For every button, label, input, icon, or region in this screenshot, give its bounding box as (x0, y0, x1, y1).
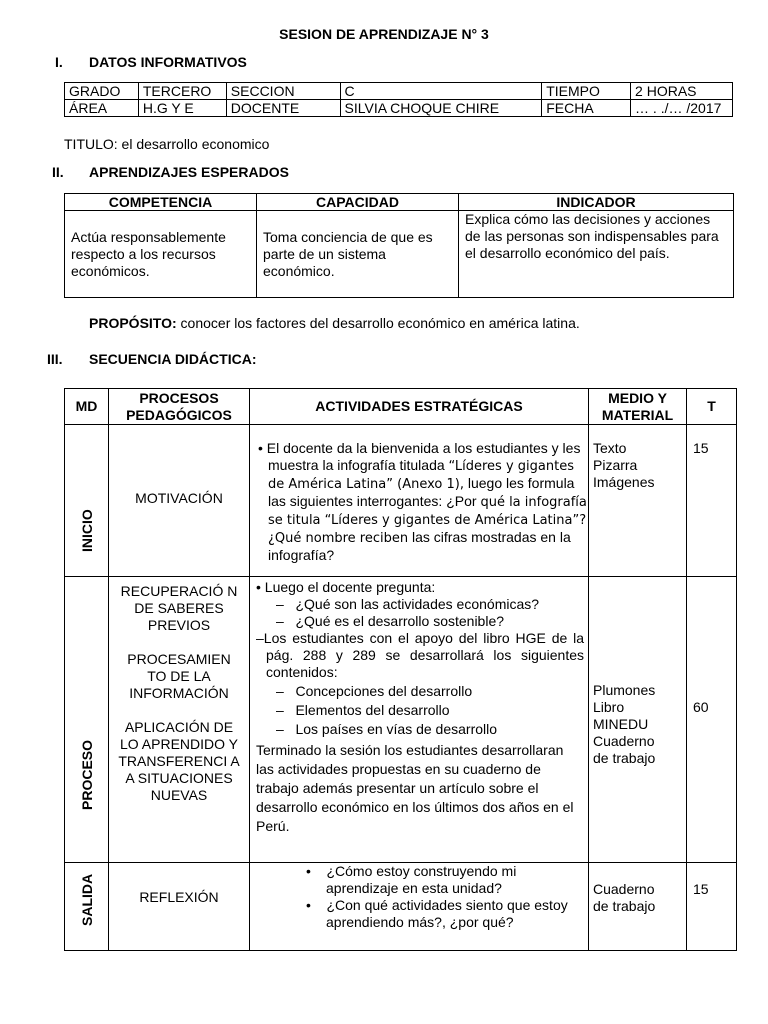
docente-value: SILVIA CHOQUE CHIRE (340, 100, 542, 117)
list-item: – Elementos del desarrollo (276, 702, 450, 718)
table-row-proceso (65, 577, 737, 863)
proposito (89, 315, 580, 331)
list-item: de trabajo (593, 750, 656, 766)
table-row (65, 83, 733, 100)
list-item: de trabajo (593, 898, 656, 914)
list-item: Imágenes (593, 474, 655, 490)
md-label-salida: SALIDA (78, 873, 95, 926)
tiempo-proceso: 60 (687, 577, 737, 863)
section-label: SECUENCIA DIDÁCTICA: (89, 351, 257, 367)
grado-label: GRADO (65, 83, 139, 100)
list-item: • ¿Con qué actividades siento que estoy aprendiendo más?, ¿por qué? (306, 897, 568, 930)
area-value: H.G Y E (138, 100, 226, 117)
md-cell (65, 577, 109, 863)
md-label-inicio: INICIO (78, 509, 95, 552)
list-item: • ¿Cómo estoy construyendo mi aprendizaje en esta unidad? (306, 863, 517, 896)
list-item: – ¿Qué es el desarrollo sostenible? (276, 613, 505, 629)
table-header-row (65, 194, 734, 211)
list-item: • Luego el docente pregunta: (256, 579, 436, 595)
area-label: ÁREA (65, 100, 139, 117)
section-number: I. (55, 54, 63, 70)
md-cell (65, 863, 109, 951)
table-row-inicio (65, 425, 737, 577)
datos-informativos-table (64, 82, 733, 117)
tiempo-label: TIEMPO (542, 83, 631, 100)
seccion-label: SECCION (226, 83, 340, 100)
proceso-recuperacion: RECUPERACIÓ N DE SABERES PREVIOS (120, 583, 238, 633)
proposito-label: PROPÓSITO: (89, 315, 177, 331)
session-title: TITULO: el desarrollo economico (64, 136, 270, 152)
capacidad-text: Toma conciencia de que es parte de un sistema económico. (257, 211, 459, 298)
proceso-procesamiento: PROCESAMIEN TO DE LA INFORMACIÓN (127, 651, 231, 701)
page-title: SESION DE APRENDIZAJE N° 3 (279, 26, 489, 42)
material-salida (589, 863, 687, 951)
table-row (65, 100, 733, 117)
list-item: – Concepciones del desarrollo (276, 683, 473, 699)
section-label: DATOS INFORMATIVOS (89, 54, 247, 70)
column-header-t: T (687, 389, 737, 425)
docente-label: DOCENTE (226, 100, 340, 117)
list-item: Plumones (593, 682, 656, 698)
table-row (65, 211, 734, 298)
column-header-actividades: ACTIVIDADES ESTRATÉGICAS (250, 389, 589, 425)
table-header-row (65, 389, 737, 425)
list-item: Terminado la sesión los estudiantes desarrollaran las actividades propuestas en su cuaderno de trabajo además presentar un artículo sobre el desarrollo económico en los últimos dos años en el Perú. (256, 742, 574, 834)
indicador-text: Explica cómo las decisiones y acciones de las personas son indispensables para el desarrollo económico del país. (459, 211, 734, 298)
fecha-value: … . ./… /2017 (631, 100, 733, 117)
section-label: APRENDIZAJES ESPERADOS (89, 164, 289, 180)
list-item: • El docente da la bienvenida a los estudiantes y les muestra la infografía titulada “Líderes y gigantes de América Latina” (Anexo 1), luego les formula las siguientes interrogantes: ¿Por qué la infografía se titula “Líderes y gigantes de América Latina”? ¿Qué nombre reciben las cifras mostradas en la infografía? (258, 440, 587, 563)
tiempo-salida: 15 (687, 863, 737, 951)
list-item: MINEDU (593, 716, 649, 732)
list-item: – Los países en vías de desarrollo (276, 721, 498, 737)
column-header-capacidad: CAPACIDAD (257, 194, 459, 211)
list-item: Cuaderno (593, 881, 655, 897)
column-header-procesos: PROCESOS PEDAGÓGICOS (109, 389, 250, 425)
material-proceso (589, 577, 687, 863)
secuencia-table (64, 388, 737, 951)
aprendizajes-table (64, 193, 734, 298)
proceso-aplicacion: APLICACIÓN DE LO APRENDIDO Y TRANSFERENCI A A SITUACIONES NUEVAS (118, 719, 240, 803)
list-item: Texto (593, 440, 627, 456)
procesos-cell (109, 577, 250, 863)
list-item: Libro (593, 699, 625, 715)
list-item: –Los estudiantes con el apoyo del libro HGE de la pág. 288 y 289 se desarrollará los siguientes contenidos: (256, 630, 584, 680)
list-item: Cuaderno (593, 733, 655, 749)
proposito-text: conocer los factores del desarrollo económico en américa latina. (176, 315, 580, 331)
competencia-text: Actúa responsablemente respecto a los recursos económicos. (65, 211, 257, 298)
column-header-md: MD (65, 389, 109, 425)
actividades-proceso (250, 577, 589, 863)
column-header-competencia: COMPETENCIA (65, 194, 257, 211)
tiempo-inicio: 15 (687, 425, 737, 577)
md-label-proceso: PROCESO (78, 739, 95, 810)
material-inicio (589, 425, 687, 577)
section-number: II. (52, 164, 64, 180)
tiempo-value: 2 HORAS (631, 83, 733, 100)
list-item: – ¿Qué son las actividades económicas? (276, 596, 540, 612)
grado-value: TERCERO (138, 83, 226, 100)
section-number: III. (47, 351, 63, 367)
proceso-motivacion: MOTIVACIÓN (109, 425, 250, 577)
actividades-salida (250, 863, 589, 951)
proceso-reflexion: REFLEXIÓN (109, 863, 250, 951)
list-item: Pizarra (593, 457, 638, 473)
column-header-medio: MEDIO Y MATERIAL (589, 389, 687, 425)
actividades-inicio (250, 425, 589, 577)
column-header-indicador: INDICADOR (459, 194, 734, 211)
table-row-salida (65, 863, 737, 951)
seccion-value: C (340, 83, 542, 100)
fecha-label: FECHA (542, 100, 631, 117)
md-cell (65, 425, 109, 577)
